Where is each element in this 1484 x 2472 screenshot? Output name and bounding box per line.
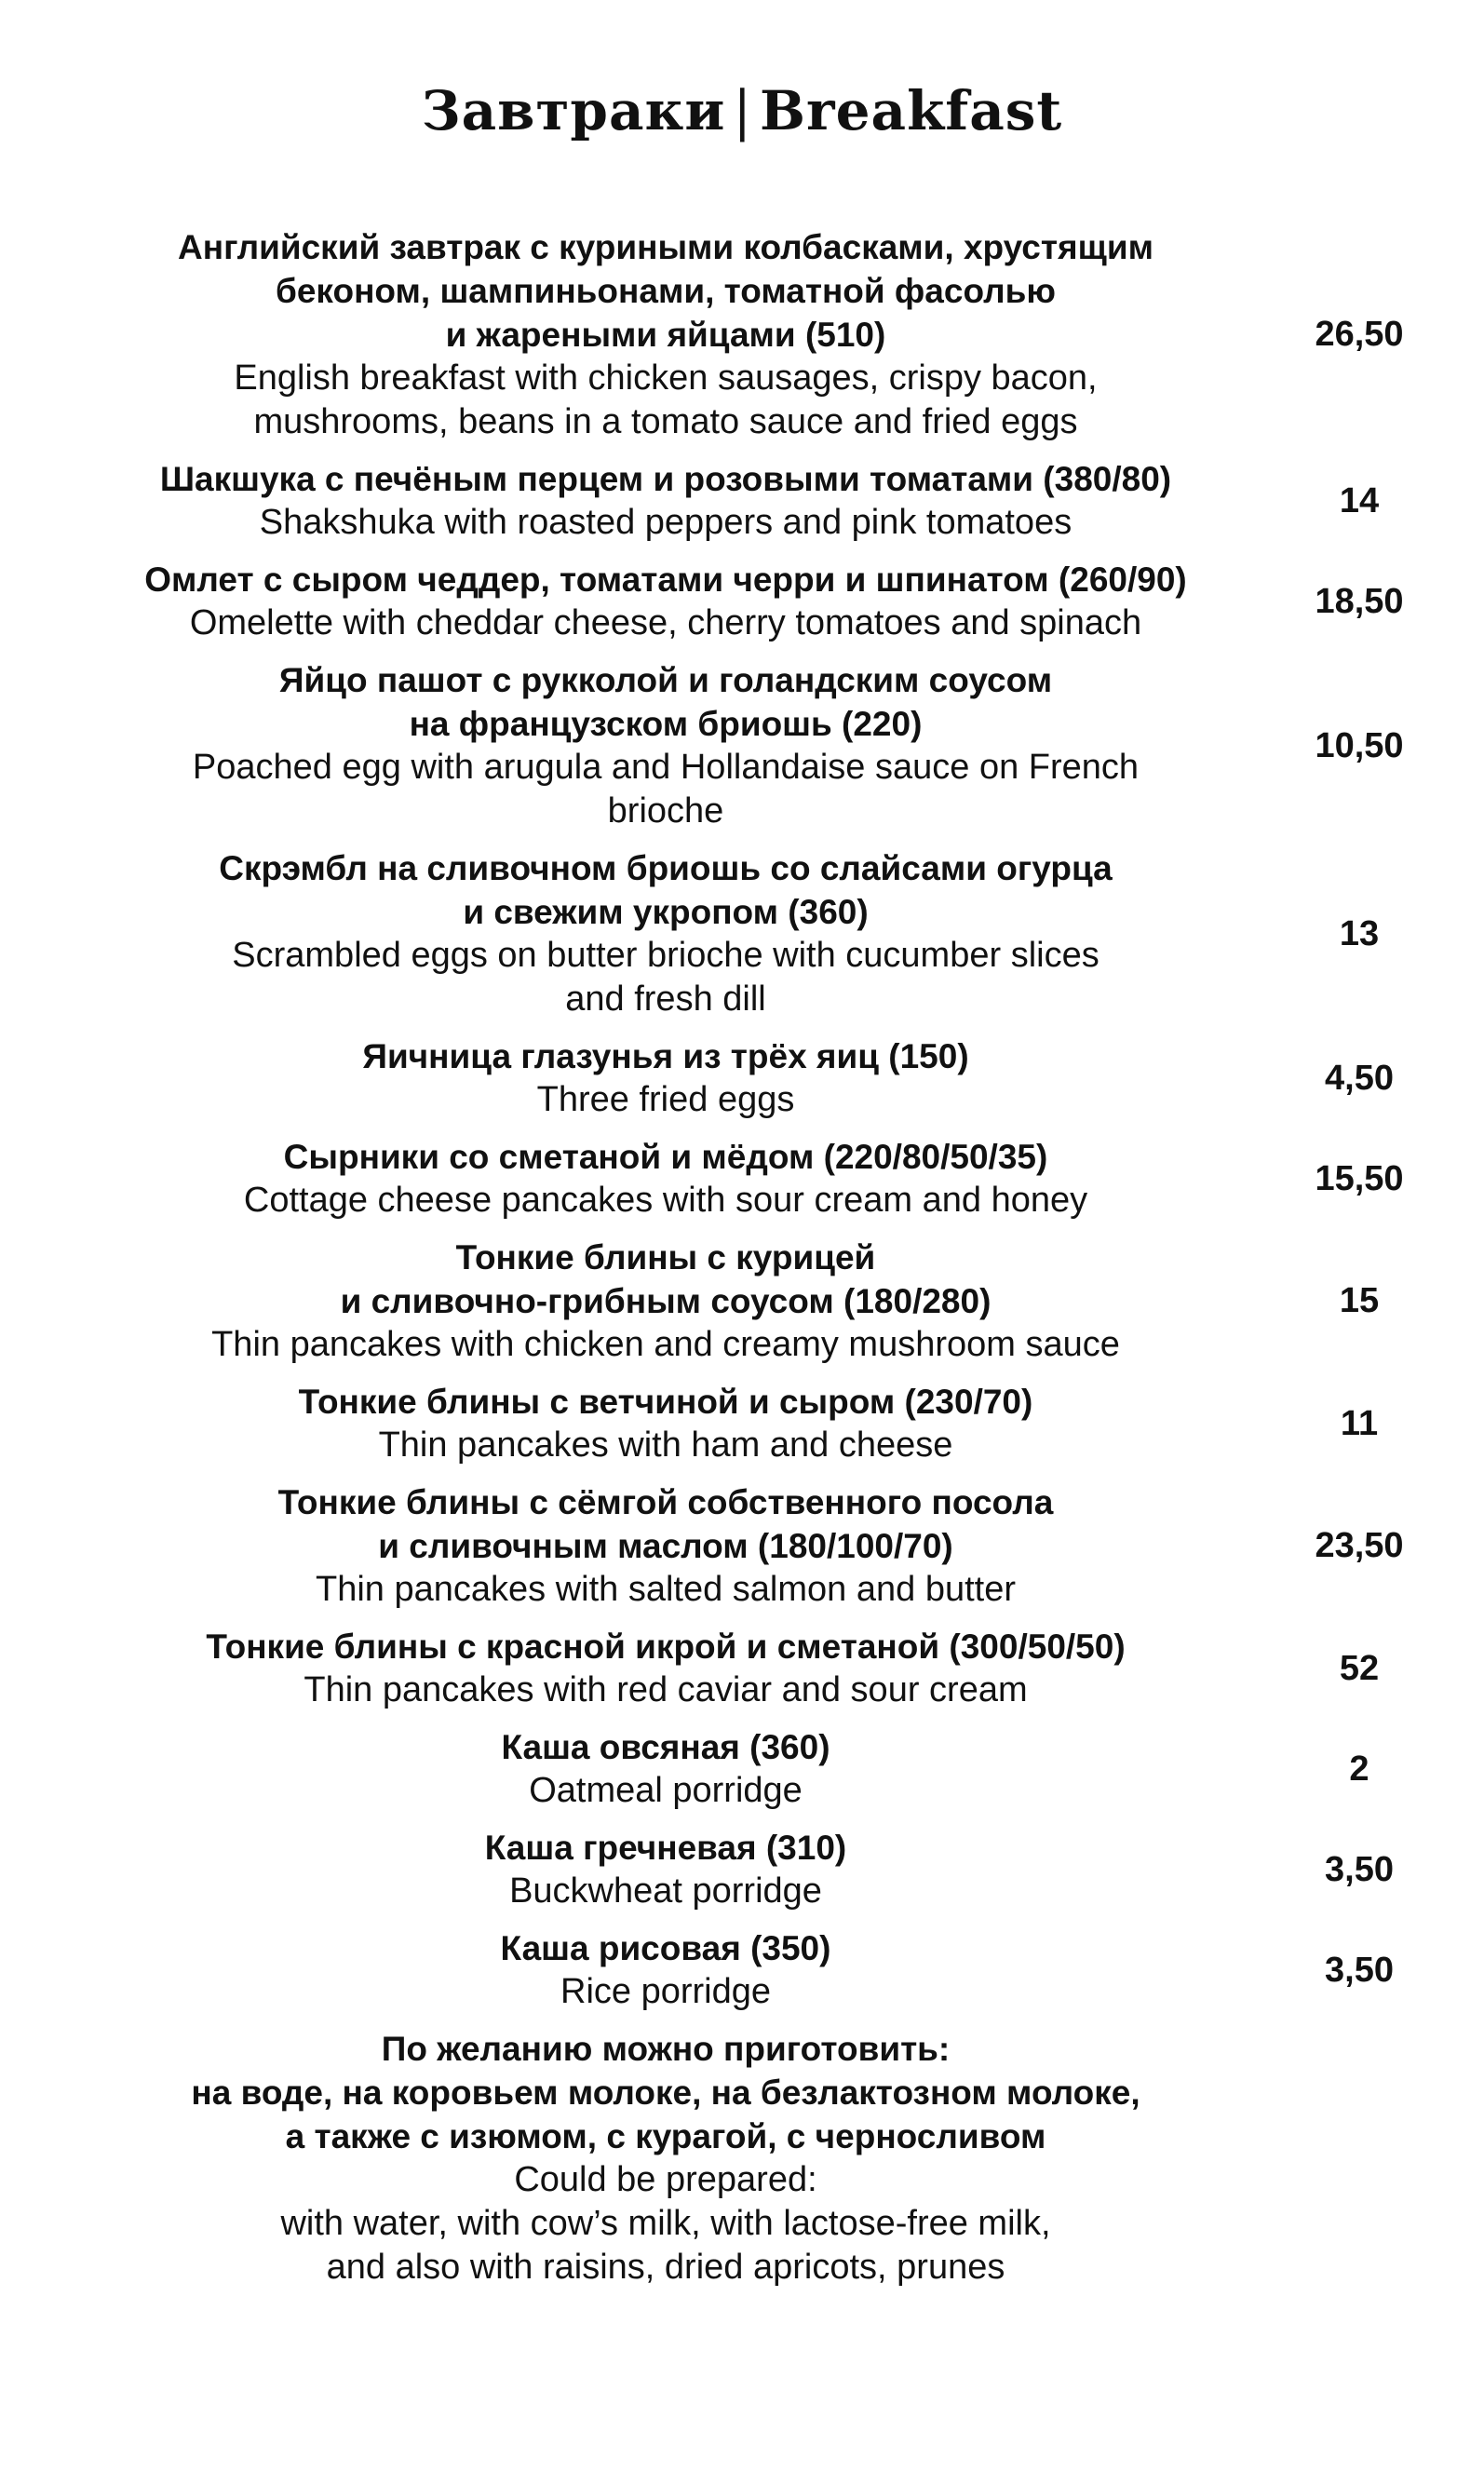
menu-item-name-en: Thin pancakes with salted salmon and butter — [316, 1570, 1016, 1609]
menu-item-price: 10,50 — [1315, 725, 1404, 765]
porridge-options-note — [56, 2027, 1275, 2290]
menu-item-name-en: Thin pancakes with red caviar and sour cream — [304, 1670, 1028, 1709]
menu-item-description — [56, 846, 1275, 1021]
menu-item-name-ru: Английский завтрак с куриными колбасками, хрустящим беконом, шампиньонами, томатной фасолью и жареными яйцами (510) — [178, 228, 1153, 354]
menu-item-name-ru: Каша овсяная (360) — [501, 1728, 830, 1766]
breakfast-menu — [56, 225, 1443, 2290]
menu-item-fried-eggs — [56, 1034, 1443, 1122]
menu-item-description — [56, 225, 1275, 444]
menu-item-name-ru: Каша гречневая (310) — [484, 1829, 847, 1867]
menu-item-pancakes-caviar — [56, 1625, 1443, 1712]
menu-item-price: 18,50 — [1315, 581, 1404, 621]
menu-item-description — [56, 1380, 1275, 1467]
menu-item-name-en: Cottage cheese pancakes with sour cream and honey — [243, 1181, 1088, 1220]
menu-item-name-en: Scrambled eggs on butter brioche with cucumber slices and fresh dill — [232, 936, 1100, 1019]
menu-item-price: 14 — [1339, 480, 1380, 520]
menu-item-scrambled-eggs — [56, 846, 1443, 1021]
note-ru: По желанию можно приготовить: на воде, на коровьем молоке, на безлактозном молоке, а также с изюмом, с курагой, с черносливом — [191, 2030, 1140, 2155]
menu-item-description — [56, 658, 1275, 833]
menu-item-pancakes-salmon — [56, 1480, 1443, 1612]
menu-item-pancakes-chicken — [56, 1236, 1443, 1367]
menu-item-name-en: Buckwheat porridge — [509, 1871, 822, 1911]
menu-item-name-en: Oatmeal porridge — [529, 1771, 803, 1810]
menu-item-cottage-cheese-pancakes — [56, 1135, 1443, 1222]
menu-item-name-ru: Каша рисовая (350) — [500, 1929, 831, 1967]
menu-item-name-en: Rice porridge — [560, 1972, 771, 2011]
menu-item-description — [56, 1926, 1275, 2014]
menu-item-name-en: Thin pancakes with chicken and creamy mushroom sauce — [211, 1325, 1120, 1364]
menu-item-description — [56, 1725, 1275, 1813]
menu-item-shakshuka — [56, 457, 1443, 545]
menu-item-description — [56, 1236, 1275, 1367]
menu-item-omelette — [56, 558, 1443, 645]
menu-item-price: 4,50 — [1325, 1058, 1394, 1098]
menu-item-name-ru: Скрэмбл на сливочном бриошь со слайсами огурца и свежим укропом (360) — [219, 849, 1113, 931]
menu-item-price: 52 — [1339, 1648, 1380, 1688]
menu-item-name-ru: Тонкие блины с ветчиной и сыром (230/70) — [298, 1383, 1033, 1421]
menu-item-name-en: English breakfast with chicken sausages, crispy bacon, mushrooms, beans in a tomato sauce and fried eggs — [234, 358, 1098, 441]
menu-item-buckwheat — [56, 1826, 1443, 1913]
menu-item-description — [56, 558, 1275, 645]
note-en: Could be prepared: with water, with cow’s milk, with lactose-free milk, and also with raisins, dried apricots, prunes — [280, 2160, 1051, 2287]
menu-item-name-ru: Тонкие блины с красной икрой и сметаной (300/50/50) — [206, 1628, 1126, 1666]
menu-item-english-breakfast — [56, 225, 1443, 444]
menu-item-description — [56, 1480, 1275, 1612]
menu-item-oatmeal — [56, 1725, 1443, 1813]
menu-item-price: 23,50 — [1315, 1526, 1404, 1565]
menu-item-name-en: Omelette with cheddar cheese, cherry tomatoes and spinach — [189, 603, 1142, 642]
page-title-en: Breakfast — [760, 79, 1063, 142]
menu-item-description — [56, 1034, 1275, 1122]
menu-item-pancakes-ham — [56, 1380, 1443, 1467]
menu-item-price: 15,50 — [1315, 1158, 1404, 1198]
menu-item-price: 15 — [1339, 1281, 1380, 1320]
menu-item-price: 2 — [1349, 1749, 1369, 1789]
menu-item-price: 3,50 — [1325, 1950, 1394, 1990]
menu-item-price: 13 — [1339, 913, 1380, 953]
menu-item-description — [56, 1625, 1275, 1712]
menu-item-poached-egg — [56, 658, 1443, 833]
menu-item-description — [56, 1135, 1275, 1222]
page-title-ru: Завтраки — [421, 79, 726, 142]
menu-item-description — [56, 457, 1275, 545]
menu-item-name-en: Poached egg with arugula and Hollandaise sauce on French brioche — [192, 748, 1140, 831]
menu-item-name-ru: Тонкие блины с курицей и сливочно-грибным соусом (180/280) — [340, 1238, 992, 1320]
title-separator: | — [733, 79, 752, 142]
menu-item-name-ru: Омлет с сыром чеддер, томатами черри и шпинатом (260/90) — [144, 561, 1187, 599]
menu-item-name-ru: Яйцо пашот с рукколой и голандским соусом на французском бриошь (220) — [278, 661, 1053, 743]
menu-item-price: 26,50 — [1315, 315, 1404, 354]
menu-item-price: 3,50 — [1325, 1849, 1394, 1889]
menu-item-name-ru: Яичница глазунья из трёх яиц (150) — [362, 1037, 969, 1075]
menu-item-name-en: Thin pancakes with ham and cheese — [378, 1425, 953, 1465]
menu-item-name-en: Three fried eggs — [536, 1080, 795, 1119]
menu-item-rice-porridge — [56, 1926, 1443, 2014]
menu-item-name-ru: Тонкие блины с сёмгой собственного посола и сливочным маслом (180/100/70) — [277, 1483, 1054, 1565]
menu-item-name-en: Shakshuka with roasted peppers and pink tomatoes — [259, 503, 1073, 542]
menu-item-name-ru: Сырники со сметаной и мёдом (220/80/50/35) — [283, 1138, 1048, 1176]
page-title — [0, 79, 1484, 142]
menu-item-price: 11 — [1340, 1403, 1379, 1443]
menu-item-name-ru: Шакшука с печёным перцем и розовыми томатами (380/80) — [159, 460, 1172, 498]
menu-item-description — [56, 1826, 1275, 1913]
